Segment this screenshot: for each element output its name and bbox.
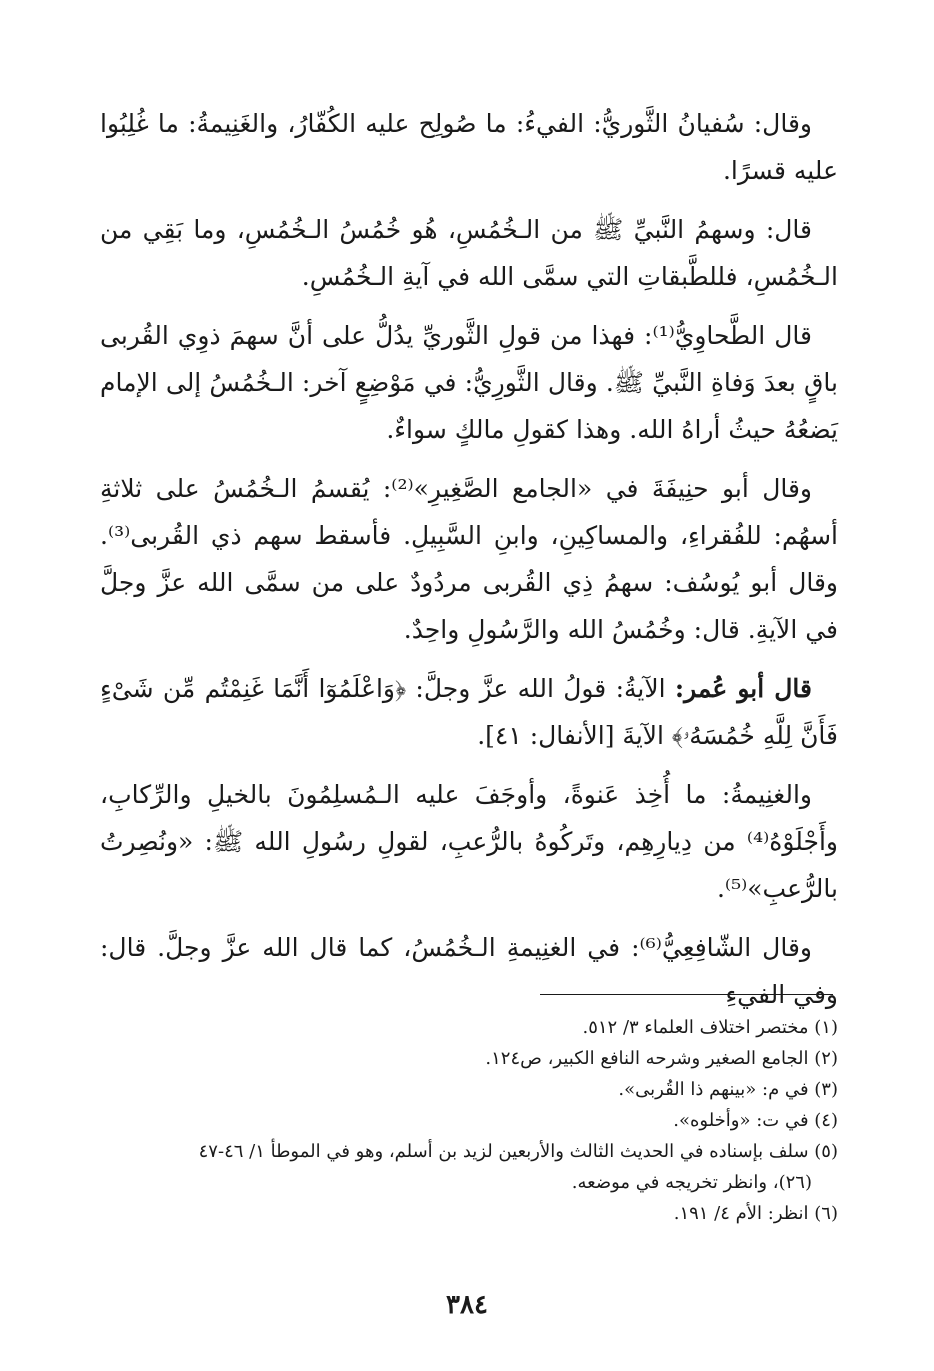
footnote-separator (540, 994, 833, 995)
paragraph-6: والغنِيمةُ: ما أُخِذ عَنوةً، وأوجَفَ عليه الـمُسلِمُونَ بالخيلِ والرِّكابِ، وأَجْلَوْهُ⁽⁴⁾ من دِيارِهِم، وتَركُوهُ بالرُّعبِ، لقولِ رسُولِ الله ﷺ: «ونُصِرتُ بالرُّعبِ»⁽⁵⁾. (100, 780, 838, 903)
paragraph-5-text: الآيةُ: قولُ الله عزَّ وجلَّ: ﴿وَاعْلَمُوٓا أَنَّمَا غَنِمْتُم مِّن شَىْءٍ فَأَنَّ لِلَّهِ خُمُسَهُۥ﴾ الآيةَ [الأنفال: ٤١]. (100, 674, 838, 750)
footnote-4: (٤) في ت: «وأخلوه». (673, 1110, 838, 1131)
footnote-3: (٣) في م: «بينهم ذا القُربى». (618, 1079, 838, 1100)
footnotes (100, 1012, 838, 1229)
paragraph-5-lead: قال أبو عُمر: (674, 674, 812, 703)
footnote-2: (٢) الجامع الصغير وشرحه النافع الكبير، ص١٢٤. (485, 1048, 838, 1069)
main-text (100, 100, 838, 1030)
footnote-1: (١) مختصر اختلاف العلماء ٣/ ٥١٢. (582, 1017, 838, 1038)
paragraph-1: وقال: سُفيانُ الثَّوريُّ: الفيءُ: ما صُولِح عليه الكُفّارُ، والغَنِيمةُ: ما غُلِبُوا عليه قسرًا. (100, 109, 838, 185)
footnote-6: (٦) انظر: الأم ٤/ ١٩١. (673, 1203, 838, 1224)
paragraph-2: قال: وسهمُ النَّبيِّ ﷺ من الـخُمُسِ، هُو خُمُسُ الـخُمُسِ، وما بَقِي من الـخُمُسِ، فللطَّبقاتِ التي سمَّى الله في آيةِ الـخُمُسِ. (100, 215, 838, 291)
footnote-5: (٥) سلف بإسناده في الحديث الثالث والأربعين لزيد بن أسلم، وهو في الموطأ ١/ ٤٦-٤٧ (198, 1141, 838, 1162)
paragraph-4: وقال أبو حنِيفَةَ في «الجامع الصَّغِيرِ»⁽²⁾: يُقسمُ الـخُمُسُ على ثلاثةِ أسهُم: للفُقراءِ، والمساكِينِ، وابنِ السَّبِيلِ. فأسقط سهم ذي القُربى⁽³⁾. وقال أبو يُوسُف: سهمُ ذِي القُربى مردُودٌ على من سمَّى الله عزَّ وجلَّ في الآيةِ. قال: وخُمُسُ الله والرَّسُولِ واحِدٌ. (100, 474, 838, 644)
paragraph-7: وقال الشّافِعِيُّ⁽⁶⁾: في الغنِيمةِ الـخُمُسُ، كما قال الله عزَّ وجلَّ. قال: وفي الفيءِ (100, 933, 838, 1009)
footnote-5-continuation: (٢٦)، وانظر تخريجه في موضعه. (571, 1172, 812, 1193)
paragraph-3: قال الطَّحاوِيُّ⁽¹⁾: فهذا من قولِ الثَّوريِّ يدُلُّ على أنَّ سهمَ ذوِي القُربى باقٍ بعدَ وَفاةِ النَّبيِّ ﷺ. وقال الثَّورِيُّ: في مَوْضِعٍ آخر: الـخُمُسُ إلى الإمام يَضعُهُ حيثُ أراهُ الله. وهذا كقولِ مالكٍ سواءٌ. (100, 321, 838, 444)
page-number: ٣٨٤ (446, 1290, 488, 1320)
paragraph-5 (100, 665, 838, 759)
